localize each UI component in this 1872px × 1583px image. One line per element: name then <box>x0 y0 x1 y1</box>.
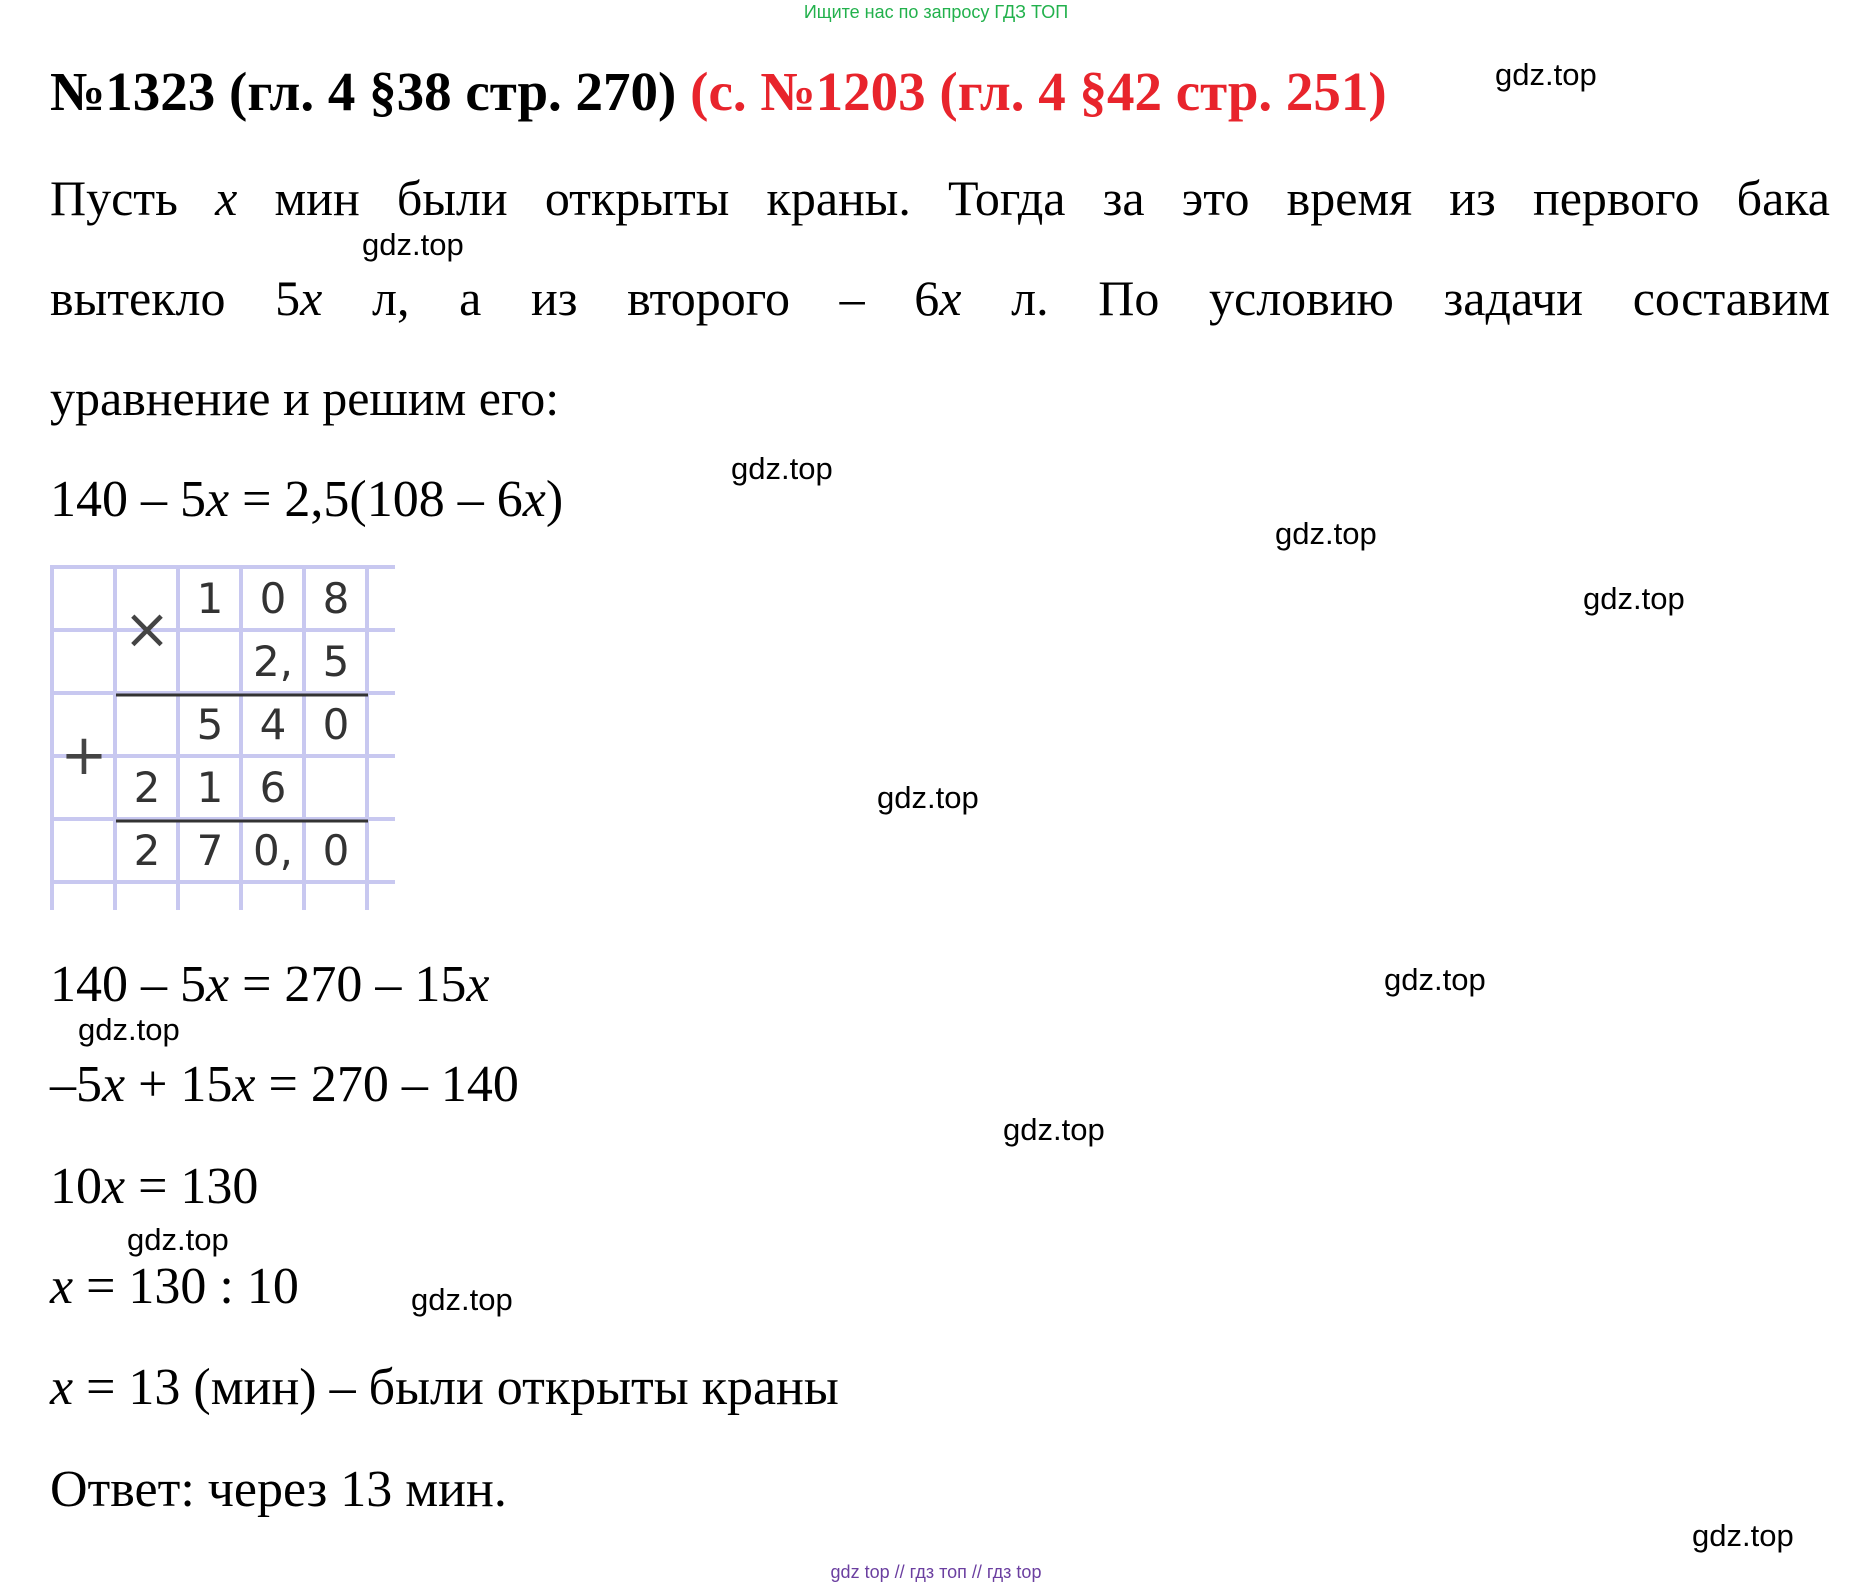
watermark: gdz.top <box>877 780 979 815</box>
equation-3: –5x + 15x = 270 – 140 <box>50 1056 519 1113</box>
watermark: gdz.top <box>731 451 833 486</box>
watermark: gdz.top <box>1003 1112 1105 1147</box>
grid-digit: 5 <box>322 637 350 686</box>
top-banner[interactable]: Ищите нас по запросу ГДЗ ТОП <box>803 2 1069 22</box>
title-main: №1323 (гл. 4 §38 стр. 270) <box>50 61 677 122</box>
text-line-2: вытекло 5x л, а из второго – 6x л. По условию задачи составим <box>50 270 1830 326</box>
plus-sign: + <box>60 723 108 788</box>
text-line-3: уравнение и решим его: <box>50 370 560 426</box>
watermark: gdz.top <box>1583 581 1685 616</box>
grid-digit: 7 <box>196 826 224 875</box>
equation-2: 140 – 5x = 270 – 15x <box>50 956 490 1013</box>
grid-digit: 0 <box>259 574 287 623</box>
answer: Ответ: через 13 мин. <box>50 1461 507 1518</box>
grid-digit: 0 <box>322 700 350 749</box>
text-line-1: Пусть x мин были открыты краны. Тогда за это время из первого бака <box>50 170 1830 226</box>
footer-links[interactable]: gdz top // гдз топ // гдз top <box>830 1562 1042 1582</box>
watermark: gdz.top <box>1495 57 1597 92</box>
equation-1: 140 – 5x = 2,5(108 – 6x) <box>50 471 564 528</box>
grid-digit: 8 <box>322 574 350 623</box>
grid-digit: 2, <box>252 637 294 686</box>
watermark: gdz.top <box>1384 962 1486 997</box>
problem-solution-text <box>50 148 1830 448</box>
watermark: gdz.top <box>1275 516 1377 551</box>
watermark: gdz.top <box>78 1012 180 1047</box>
equation-5: x = 130 : 10 <box>50 1258 299 1315</box>
equation-6: x = 13 (мин) – были открыты краны <box>50 1359 839 1416</box>
grid-digit: 4 <box>259 700 287 749</box>
grid-digit: 1 <box>196 574 224 623</box>
grid-digit: 2 <box>133 763 161 812</box>
grid-digit: 0 <box>322 826 350 875</box>
problem-title <box>50 60 1387 123</box>
watermark: gdz.top <box>362 227 464 262</box>
grid-digit: 6 <box>259 763 287 812</box>
times-sign: × <box>123 597 171 662</box>
grid-digit: 2 <box>133 826 161 875</box>
watermark: gdz.top <box>411 1282 513 1317</box>
equation-4: 10x = 130 <box>50 1158 259 1215</box>
multiplication-grid <box>50 565 395 910</box>
grid-digit: 5 <box>196 700 224 749</box>
grid-digit: 0, <box>252 826 294 875</box>
watermark: gdz.top <box>1692 1518 1794 1553</box>
title-alt: (с. №1203 (гл. 4 §42 стр. 251) <box>690 61 1387 122</box>
grid-digit: 1 <box>196 763 224 812</box>
watermark: gdz.top <box>127 1222 229 1257</box>
